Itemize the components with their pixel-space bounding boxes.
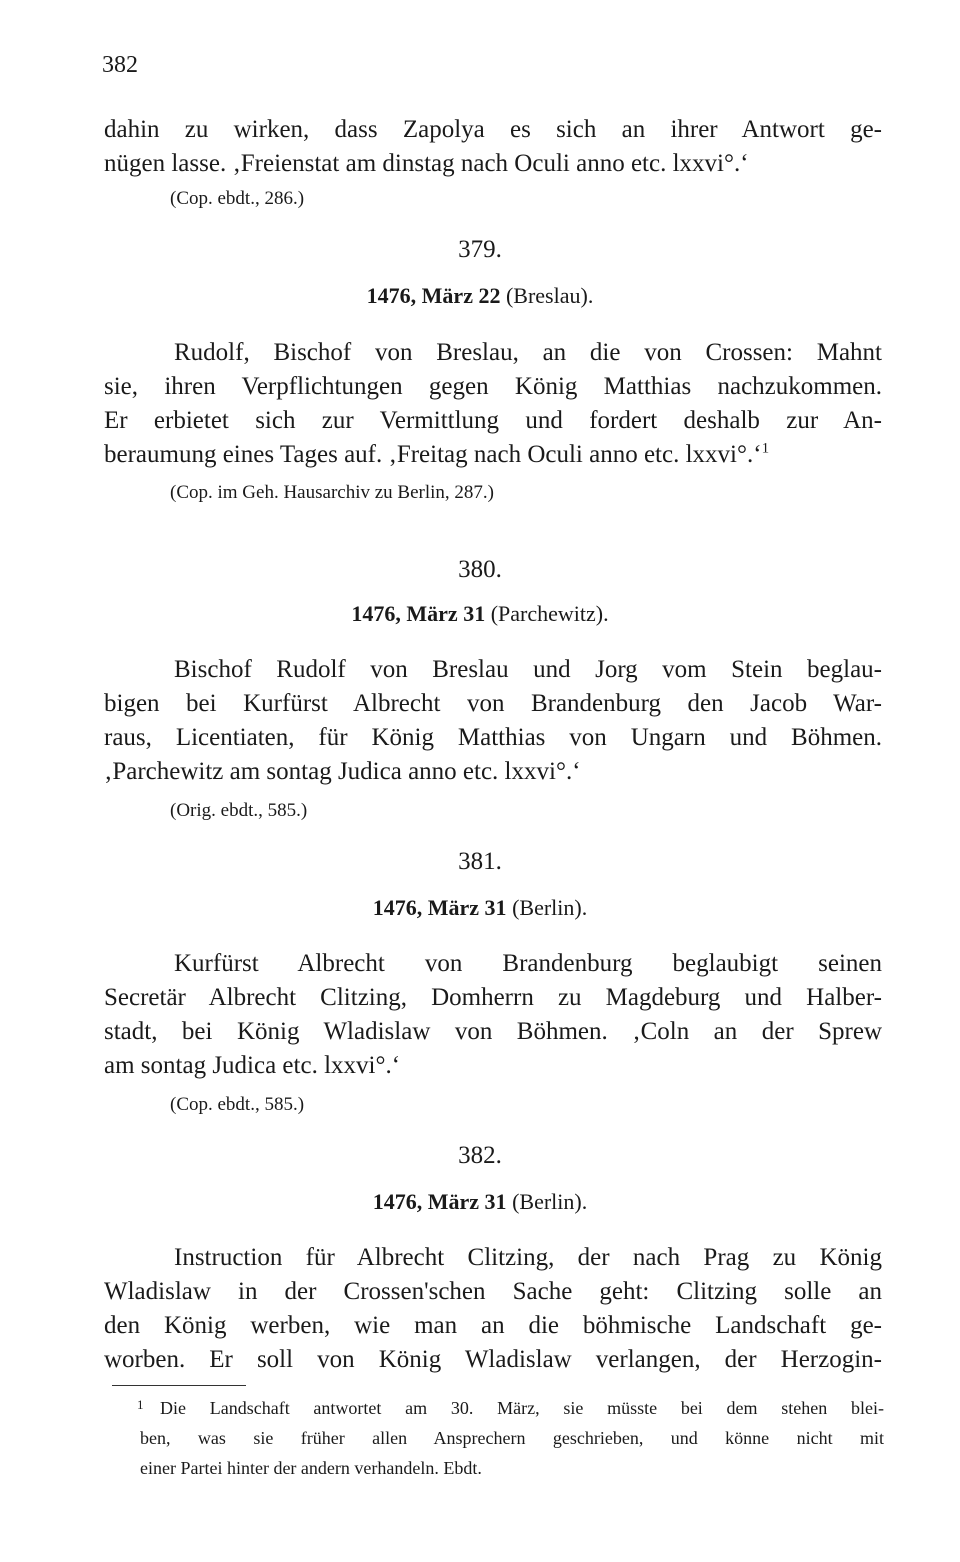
text-line: Bischof Rudolf von Breslau und Jorg vom Stein beglau- bbox=[174, 656, 882, 683]
entry-heading bbox=[0, 601, 960, 627]
text-line: am sontag Judica etc. lxxvi°.‘ bbox=[104, 1052, 401, 1079]
footnote-line: einer Partei hinter der andern verhandeln. Ebdt. bbox=[140, 1458, 482, 1478]
entry-date: 1476, März 22 bbox=[366, 283, 501, 308]
text-line: Wladislaw in der Crossen'schen Sache geht: Clitzing solle an bbox=[104, 1278, 882, 1305]
text-line: sie, ihren Verpflichtungen gegen König Matthias nachzukommen. bbox=[104, 373, 882, 400]
page-number: 382 bbox=[102, 52, 138, 78]
text-line: ‚Parchewitz am sontag Judica anno etc. lxxvi°.‘ bbox=[104, 758, 581, 785]
entry-heading bbox=[0, 895, 960, 921]
text-line: Er erbietet sich zur Vermittlung und fordert deshalb zur An- bbox=[104, 407, 882, 434]
entry-place: (Parchewitz). bbox=[490, 601, 609, 626]
text-line: bigen bei Kurfürst Albrecht von Brandenburg den Jacob War- bbox=[104, 690, 882, 717]
text-line: Instruction für Albrecht Clitzing, der nach Prag zu König bbox=[174, 1244, 882, 1271]
entry-number: 379. bbox=[458, 236, 502, 263]
entry-heading bbox=[0, 283, 960, 309]
text-line: raus, Licentiaten, für König Matthias von Ungarn und Böhmen. bbox=[104, 724, 882, 751]
text-line: Kurfürst Albrecht von Brandenburg beglaubigt seinen bbox=[174, 950, 882, 977]
entry-date: 1476, März 31 bbox=[372, 1189, 507, 1214]
source-citation: (Cop. im Geh. Hausarchiv zu Berlin, 287.) bbox=[170, 482, 494, 503]
footnote-line: ben, was sie früher allen Ansprechern geschrieben, und könne nicht mit bbox=[140, 1428, 884, 1448]
footnote-rule bbox=[112, 1385, 246, 1386]
entry-heading bbox=[0, 1189, 960, 1215]
text-line: worben. Er soll von König Wladislaw verlangen, der Herzogin- bbox=[104, 1346, 882, 1373]
text-line: Secretär Albrecht Clitzing, Domherrn zu Magdeburg und Halber- bbox=[104, 984, 882, 1011]
entry-number: 380. bbox=[458, 556, 502, 583]
entry-place: (Berlin). bbox=[512, 895, 588, 920]
source-citation: (Cop. ebdt., 585.) bbox=[170, 1094, 305, 1115]
text-line: stadt, bei König Wladislaw von Böhmen. ‚Coln an der Sprew bbox=[104, 1018, 882, 1045]
footnote-mark: 1 bbox=[137, 1397, 144, 1412]
footnote-line: Die Landschaft antwortet am 30. März, sie müsste bei dem stehen blei- bbox=[160, 1398, 884, 1418]
entry-number: 381. bbox=[458, 848, 502, 875]
entry-number: 382. bbox=[458, 1142, 502, 1169]
entry-place: (Berlin). bbox=[512, 1189, 588, 1214]
footnote-reference: 1 bbox=[761, 440, 770, 457]
text-line bbox=[104, 438, 882, 472]
text-line: Rudolf, Bischof von Breslau, an die von Crossen: Mahnt bbox=[174, 339, 882, 366]
source-citation: (Cop. ebdt., 286.) bbox=[170, 188, 305, 209]
entry-place: (Breslau). bbox=[505, 283, 594, 308]
text-line: den König werben, wie man an die böhmische Landschaft ge- bbox=[104, 1312, 882, 1339]
source-citation: (Orig. ebdt., 585.) bbox=[170, 800, 308, 821]
entry-date: 1476, März 31 bbox=[372, 895, 507, 920]
text-line: nügen lasse. ‚Freienstat am dinstag nach Oculi anno etc. lxxvi°.‘ bbox=[104, 150, 749, 177]
text-line-content: beraumung eines Tages auf. ‚Freitag nach Oculi anno etc. lxxvi°.‘ bbox=[104, 441, 762, 468]
text-line: dahin zu wirken, dass Zapolya es sich an ihrer Antwort ge- bbox=[104, 116, 882, 143]
entry-date: 1476, März 31 bbox=[351, 601, 486, 626]
